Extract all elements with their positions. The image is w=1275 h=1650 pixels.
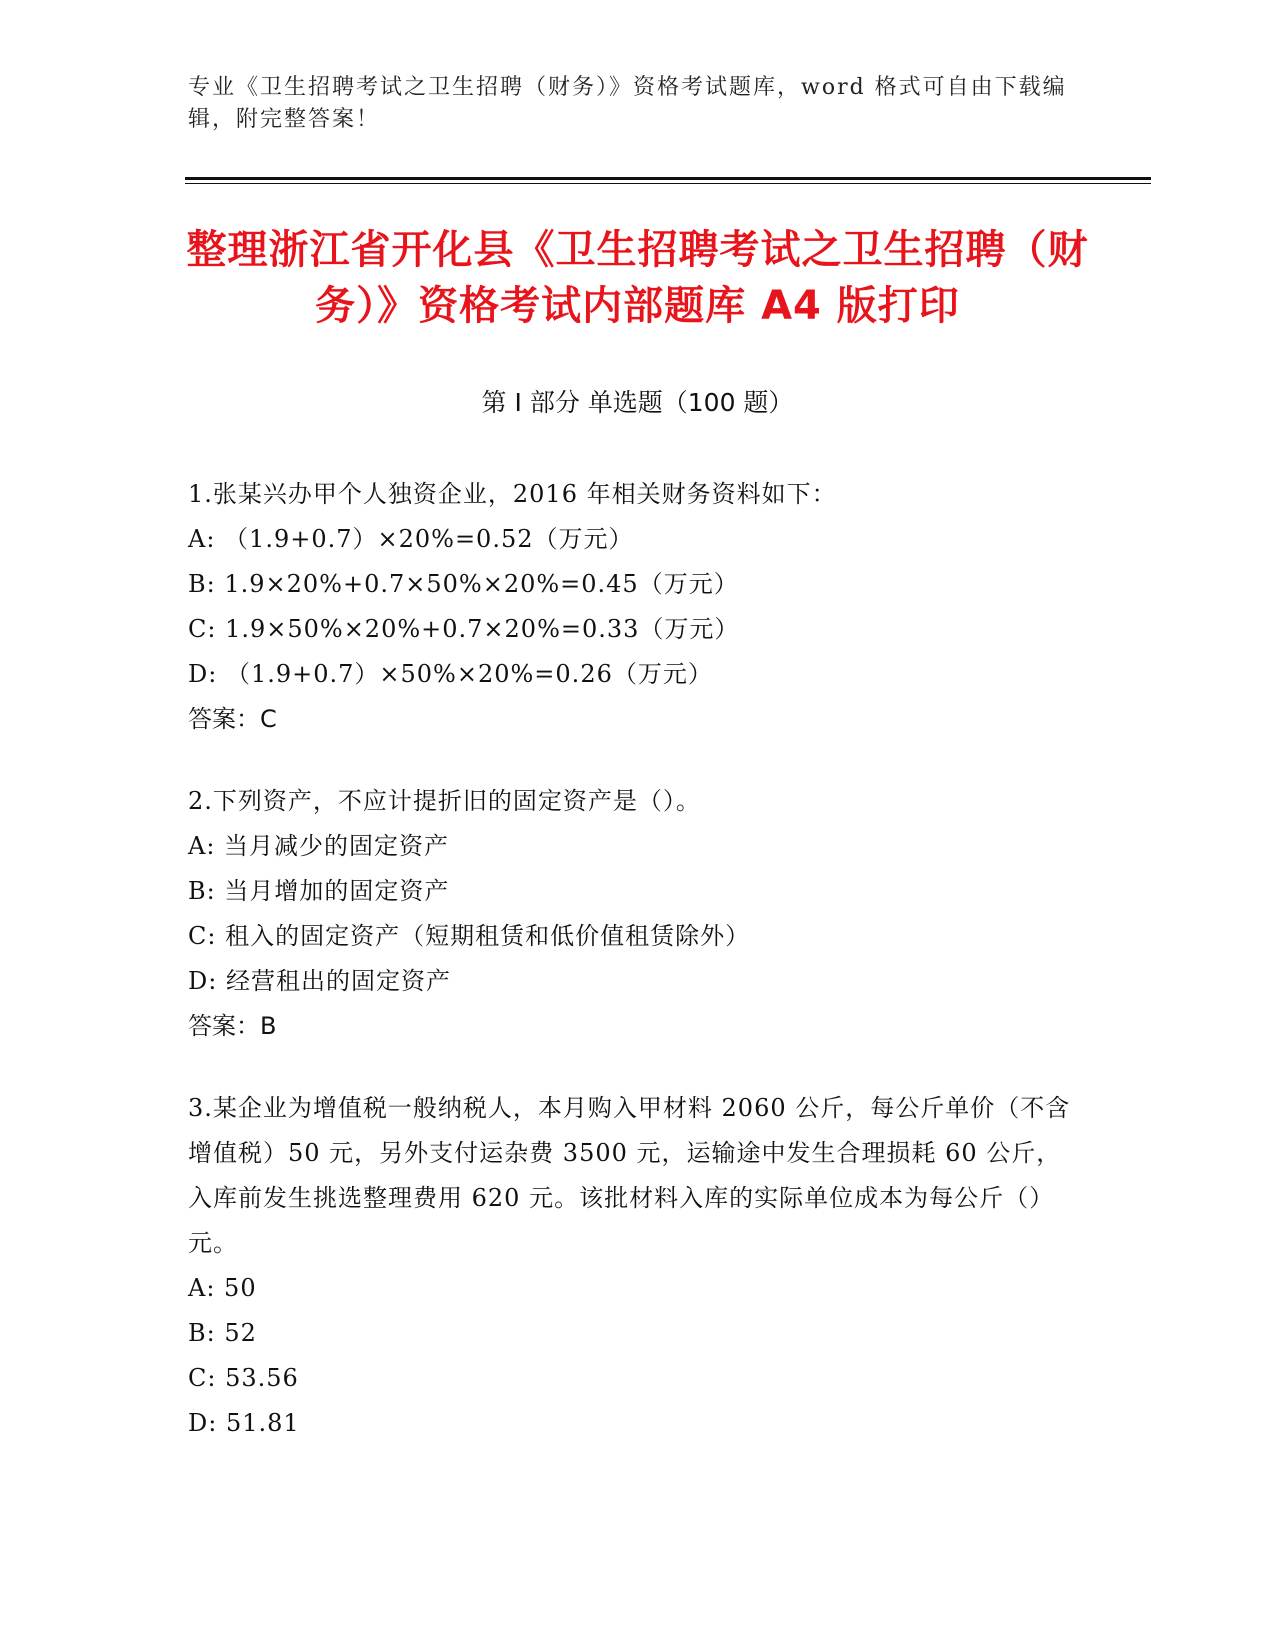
answer: 答案：B: [188, 1012, 277, 1040]
question-text: 3.某企业为增值税一般纳税人，本月购入甲材料 2060 公斤，每公斤单价（不含增值税）50 元，另外支付运杂费 3500 元，运输途中发生合理损耗 60 公斤，入库前发生挑选整理费用 620 元。该批材料入库的实际单位成本为每公斤（）元。: [188, 1094, 1071, 1257]
option-c: C: 租入的固定资产（短期租赁和低价值租赁除外）: [188, 922, 751, 950]
option-a: A: 当月减少的固定资产: [188, 832, 450, 860]
question-text: 1.张某兴办甲个人独资企业，2016 年相关财务资料如下：: [188, 480, 837, 508]
section-title: 第 I 部分 单选题（100 题）: [481, 388, 794, 417]
option-a: A: （1.9+0.7）×20%=0.52（万元）: [188, 525, 634, 553]
option-d: D: （1.9+0.7）×50%×20%=0.26（万元）: [188, 660, 713, 688]
question-list: [188, 472, 1078, 1483]
option-a: A: 50: [188, 1274, 257, 1302]
question-text: 2.下列资产，不应计提折旧的固定资产是（）。: [188, 787, 701, 815]
header-note: 专业《卫生招聘考试之卫生招聘（财务）》资格考试题库，word 格式可自由下载编辑，附完整答案！: [188, 75, 1067, 132]
option-b: B: 1.9×20%+0.7×50%×20%=0.45（万元）: [188, 570, 739, 598]
question-1: [188, 472, 1078, 742]
option-c: C: 53.56: [188, 1364, 299, 1392]
question-2: [188, 779, 1078, 1049]
option-b: B: 当月增加的固定资产: [188, 877, 450, 905]
header-divider: [185, 177, 1151, 180]
question-3: [188, 1086, 1078, 1446]
answer: 答案：C: [188, 705, 277, 733]
header-divider-thin: [185, 183, 1151, 184]
option-d: D: 51.81: [188, 1409, 300, 1437]
option-c: C: 1.9×50%×20%+0.7×20%=0.33（万元）: [188, 615, 740, 643]
document-title: 整理浙江省开化县《卫生招聘考试之卫生招聘（财务）》资格考试内部题库 A4 版打印: [186, 227, 1089, 329]
option-b: B: 52: [188, 1319, 257, 1347]
option-d: D: 经营租出的固定资产: [188, 967, 451, 995]
